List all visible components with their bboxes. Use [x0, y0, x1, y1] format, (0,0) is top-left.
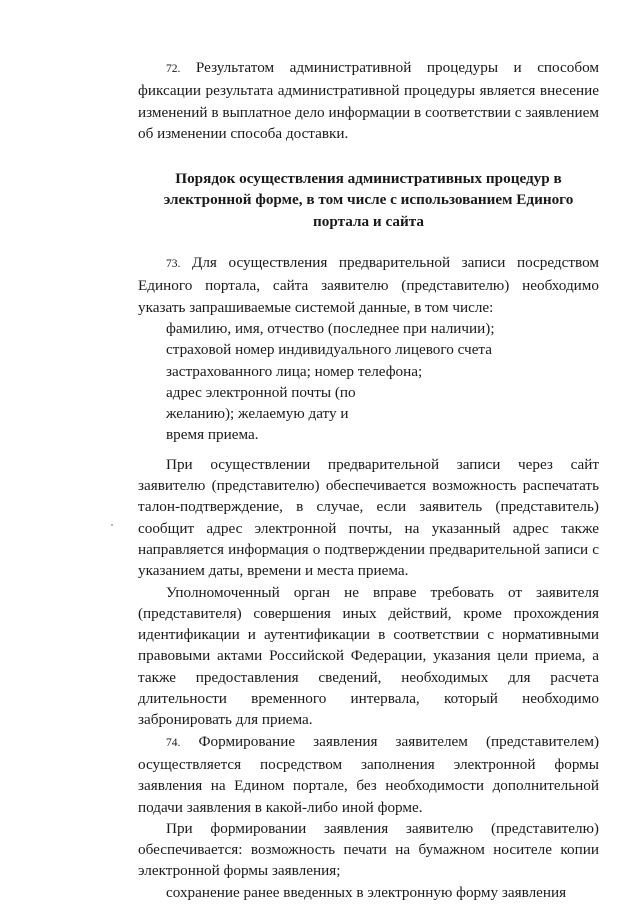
required-data-list — [138, 318, 599, 446]
paragraph-73 — [138, 252, 599, 318]
list-item: фамилию, имя, отчество (последнее при наличии); — [166, 319, 495, 337]
paragraph-74 — [138, 731, 599, 818]
section-heading: Порядок осуществления административных процедур в электронной форме, в том числе с использованием Единого портала и сайта — [163, 170, 574, 230]
list-item: застрахованного лица; номер телефона; — [166, 362, 423, 380]
paragraph-text: Результатом административной процедуры и способом фиксации результата административной процедуры является внесение изменений в выплатное дело информации в соответствии с заявлением об изменении способа доставки. — [138, 59, 600, 142]
list-item: адрес электронной почты (по — [166, 383, 356, 401]
scan-dot — [111, 524, 113, 526]
list-item: время приема. — [166, 426, 259, 444]
list-item: страховой номер индивидуального лицевого счета — [166, 341, 492, 359]
paragraph-authorized-body: Уполномоченный орган не вправе требовать от заявителя (представителя) совершения иных действий, кроме прохождения идентификации и аутентификации в соответствии с нормативными правовыми актами Российской Федерации, указания цели приема, а также предоставления сведений, необходимых для расчета длительности временного интервала, который необходимо забронировать для приема. — [138, 583, 599, 729]
paragraph-number: 72. — [166, 63, 181, 75]
paragraph-74-provided: При формировании заявления заявителю (представителю) обеспечивается: возможность печати на бумажном носителе копии электронной формы заявления; — [138, 819, 599, 880]
paragraph-number: 73. — [166, 258, 181, 271]
paragraph-site-booking: При осуществлении предварительной записи через сайт заявителю (представителю) обеспечивается возможность распечатать талон-подтверждение, в случае, если заявитель (представитель) сообщит адрес электронной почты, на указанный адрес также направляется информация о подтверждении предварительной записи с указанием даты, времени и места приема. — [138, 455, 599, 580]
list-item: желанию); желаемую дату и — [166, 405, 349, 423]
paragraph-72 — [138, 57, 599, 144]
document-page — [138, 57, 599, 903]
paragraph-text: Для осуществления предварительной записи посредством Единого портала, сайта заявителю (представителю) необходимо указать запрашиваемые системой данные, в том числе: — [138, 254, 600, 316]
paragraph-74-saving: сохранение ранее введенных в электронную форму заявления — [166, 883, 567, 901]
paragraph-number: 74. — [166, 736, 181, 749]
paragraph-text: Формирование заявления заявителем (представителем) осуществляется посредством заполнения электронной формы заявления на Едином портале, без необходимости дополнительной подачи заявления в какой-либо иной форме. — [138, 732, 599, 816]
